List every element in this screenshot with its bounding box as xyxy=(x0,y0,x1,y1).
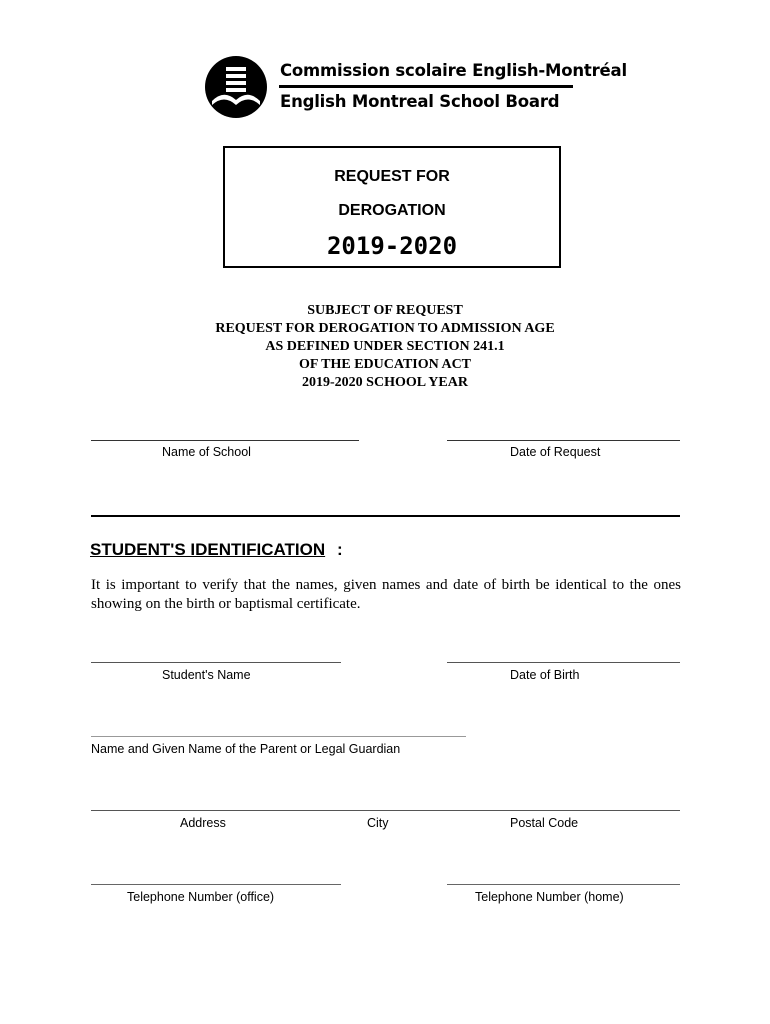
title-box xyxy=(223,146,561,268)
section-title-text: STUDENT'S IDENTIFICATION xyxy=(90,540,326,559)
tel-home-label: Telephone Number (home) xyxy=(475,890,624,904)
date-of-birth-field[interactable] xyxy=(447,662,680,663)
student-name-label: Student's Name xyxy=(162,668,251,682)
section-title-colon: : xyxy=(337,540,343,559)
subject-line: OF THE EDUCATION ACT xyxy=(298,357,472,372)
guardian-name-label: Name and Given Name of the Parent or Legal Guardian xyxy=(91,742,401,756)
tel-office-label: Telephone Number (office) xyxy=(127,890,275,904)
subject-line: 2019-2020 SCHOOL YEAR xyxy=(302,375,468,390)
address-label: Address xyxy=(180,816,226,830)
subject-line: REQUEST FOR DEROGATION TO ADMISSION AGE xyxy=(215,321,555,336)
student-name-field[interactable] xyxy=(91,662,341,663)
section-divider xyxy=(91,515,680,517)
subject-heading: SUBJECT OF REQUEST xyxy=(307,303,463,318)
request-date-label: Date of Request xyxy=(510,445,601,459)
org-name-fr: Commission scolaire English-Montréal xyxy=(280,61,627,80)
tel-office-field[interactable] xyxy=(91,884,341,885)
emsb-logo-icon xyxy=(205,56,267,118)
postal-code-label: Postal Code xyxy=(510,816,579,830)
city-label: City xyxy=(367,816,389,830)
address-field[interactable] xyxy=(91,810,680,811)
request-date-field[interactable] xyxy=(447,440,680,441)
title-line-2: DEROGATION xyxy=(338,202,446,219)
title-year: 2019-2020 xyxy=(326,232,458,260)
school-name-field[interactable] xyxy=(91,440,359,441)
org-name-divider xyxy=(279,85,573,88)
section-title xyxy=(90,540,325,560)
tel-home-field[interactable] xyxy=(447,884,680,885)
subject-line: AS DEFINED UNDER SECTION 241.1 xyxy=(265,339,505,354)
school-name-label: Name of School xyxy=(162,445,251,459)
org-name-en: English Montreal School Board xyxy=(280,92,560,111)
date-of-birth-label: Date of Birth xyxy=(510,668,580,682)
guardian-name-field[interactable] xyxy=(91,736,466,737)
identification-note: It is important to verify that the names, given names and date of birth be identical to the ones showing on the birth or baptismal certificate. xyxy=(91,577,681,612)
title-line-1: REQUEST FOR xyxy=(334,168,450,185)
